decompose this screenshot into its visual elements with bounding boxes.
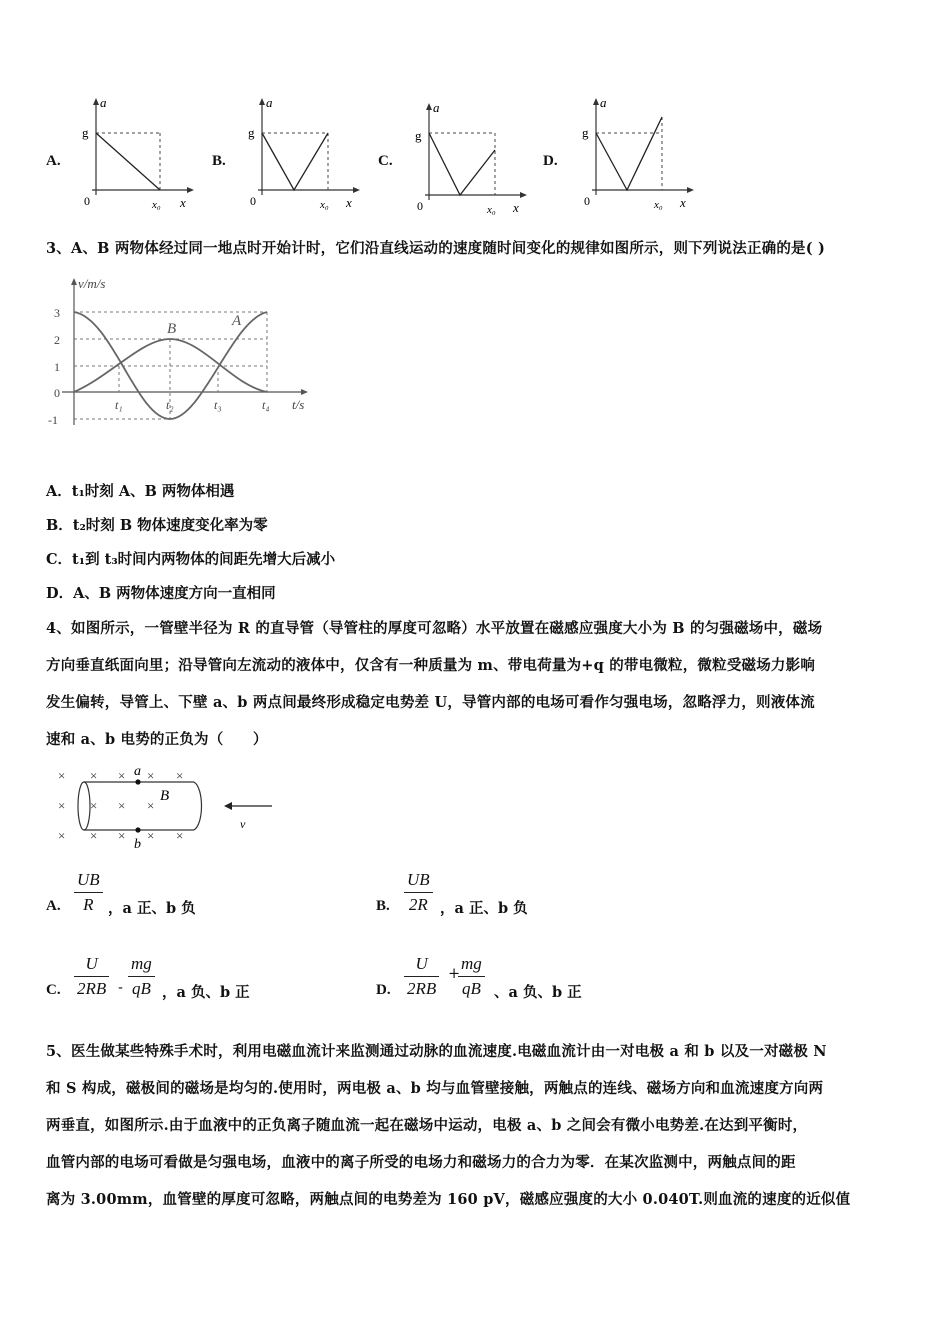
q2-graph-c xyxy=(405,100,530,220)
x0-label: x₀ xyxy=(320,199,329,211)
q3-choice-b[interactable]: B．t₂时刻 B 物体速度变化率为零 xyxy=(46,517,268,534)
origin-label: 0 xyxy=(417,199,423,213)
q3-choice-c[interactable]: C．t₁到 t₃时间内两物体的间距先增大后减小 xyxy=(46,551,336,568)
y-tick-1: 1 xyxy=(54,360,60,374)
numerator: mg xyxy=(131,954,152,973)
numerator: UB xyxy=(407,870,430,889)
g-label: g xyxy=(248,125,255,140)
q3-velocity-graph xyxy=(42,270,322,435)
denominator: 2RB xyxy=(407,979,437,998)
cross-mark: × xyxy=(147,768,155,783)
q3-choice-d[interactable]: D．A、B 两物体速度方向一直相同 xyxy=(46,585,276,602)
origin-label: 0 xyxy=(250,194,256,208)
x-tick-t2: t₂ xyxy=(166,398,174,412)
q4-stem-line-2: 方向垂直纸面向里；沿导管向左流动的液体中，仅含有一种质量为 m、带电荷量为+q 的带电微粒，微粒受磁场力影响 xyxy=(46,657,816,674)
field-b-label: B xyxy=(160,788,170,804)
q4-option-c-label[interactable]: C. xyxy=(46,982,61,998)
cross-mark: × xyxy=(58,828,66,843)
q4-option-a-fraction xyxy=(74,870,103,915)
y-tick-2: 2 xyxy=(54,333,60,347)
x0-label: x₀ xyxy=(654,199,663,211)
x-axis-label: x xyxy=(513,200,519,215)
q3-stem: 3、A、B 两物体经过同一地点时开始计时，它们沿直线运动的速度随时间变化的规律如图所示，则下列说法正确的是( ) xyxy=(46,240,826,257)
cross-mark: × xyxy=(118,768,126,783)
q4-option-d-tail: 、a 负、b 正 xyxy=(494,984,582,1001)
q5-stem-line-5: 离为 3.00mm，血管壁的厚度可忽略，两触点间的电势差为 160 pV，磁感应强度的大小 0.040T.则血流的速度的近似值 xyxy=(46,1191,851,1208)
q5-stem-line-4: 血管内部的电场可看做是匀强电场，血液中的离子所受的电场力和磁场力的合力为零．在某次监测中，两触点间的距 xyxy=(46,1154,796,1171)
cross-mark: × xyxy=(58,798,66,813)
q2-options-row xyxy=(0,95,950,220)
cross-mark: × xyxy=(147,798,155,813)
q4-option-a-tail: ，a 正、b 负 xyxy=(108,900,196,917)
cross-mark: × xyxy=(90,798,98,813)
q4-option-b-tail: ，a 正、b 负 xyxy=(440,900,528,917)
y-axis-label: a xyxy=(600,95,607,110)
y-axis-label: a xyxy=(266,95,273,110)
q4-option-b-label[interactable]: B. xyxy=(376,898,390,914)
x-axis-label: x xyxy=(346,195,352,210)
x-tick-t3: t₃ xyxy=(214,398,222,412)
y-axis-label: a xyxy=(433,100,440,115)
x-tick-t4: t₄ xyxy=(262,398,270,412)
curve-b-label: B xyxy=(167,321,177,337)
x0-label: x₀ xyxy=(487,204,496,216)
origin-label: 0 xyxy=(584,194,590,208)
denominator: 2R xyxy=(408,895,428,914)
denominator: qB xyxy=(461,979,481,998)
y-axis-label: v/m/s xyxy=(78,276,106,291)
cross-mark: × xyxy=(118,798,126,813)
q5-stem-line-3: 两垂直，如图所示.由于血液中的正负离子随血流一起在磁场中运动，电极 a、b 之间会有微小电势差.在达到平衡时， xyxy=(46,1117,808,1134)
q2-option-a-label[interactable]: A. xyxy=(46,153,61,169)
g-label: g xyxy=(582,125,589,140)
origin-label: 0 xyxy=(84,194,90,208)
q4-option-c-tail: ，a 负、b 正 xyxy=(162,984,250,1001)
q2-graph-d xyxy=(572,95,697,215)
q4-option-c-fraction-2 xyxy=(128,954,155,999)
y-tick-3: 3 xyxy=(54,306,60,320)
point-a-label: a xyxy=(134,764,141,779)
cross-mark: × xyxy=(90,828,98,843)
numerator: U xyxy=(85,954,98,973)
q4-option-d-fraction-2 xyxy=(458,954,485,999)
denominator: R xyxy=(83,895,94,914)
cross-mark: × xyxy=(58,768,66,783)
x0-label: x₀ xyxy=(152,199,161,211)
q3-choice-a[interactable]: A．t₁时刻 A、B 两物体相遇 xyxy=(46,483,235,500)
q4-stem-line-4: 速和 a、b 电势的正负为（ ） xyxy=(46,731,268,748)
y-tick-0: 0 xyxy=(54,386,60,400)
q4-option-c-operator: - xyxy=(118,980,123,996)
cross-mark: × xyxy=(176,828,184,843)
numerator: mg xyxy=(461,954,482,973)
point-b-label: b xyxy=(134,837,141,852)
q2-graph-a xyxy=(72,95,197,215)
cross-mark: × xyxy=(176,768,184,783)
q2-option-d-label[interactable]: D. xyxy=(543,153,558,169)
denominator: 2RB xyxy=(77,979,107,998)
q2-option-b-label[interactable]: B. xyxy=(212,153,226,169)
velocity-label: v xyxy=(240,817,246,831)
q4-option-c-fraction-1 xyxy=(74,954,109,999)
curve-a-label: A xyxy=(232,313,242,329)
cross-mark: × xyxy=(90,768,98,783)
numerator: U xyxy=(415,954,428,973)
y-axis-label: a xyxy=(100,95,107,110)
denominator: qB xyxy=(131,979,151,998)
y-tick-neg1: -1 xyxy=(48,413,58,427)
q4-option-d-label[interactable]: D. xyxy=(376,982,391,998)
q2-option-c-label[interactable]: C. xyxy=(378,153,393,169)
q4-option-d-operator: + xyxy=(448,966,461,982)
cross-mark: × xyxy=(118,828,126,843)
q5-stem-line-2: 和 S 构成，磁极间的磁场是均匀的.使用时，两电极 a、b 均与血管壁接触，两触点的连线、磁场方向和血流速度方向两 xyxy=(46,1080,824,1097)
q4-stem-line-1: 4、如图所示，一管壁半径为 R 的直导管（导管柱的厚度可忽略）水平放置在磁感应强度大小为 B 的匀强磁场中，磁场 xyxy=(46,620,823,637)
q4-stem-line-3: 发生偏转，导管上、下壁 a、b 两点间最终形成稳定电势差 U，导管内部的电场可看作匀强电场，忽略浮力，则液体流 xyxy=(46,694,815,711)
q5-stem-line-1: 5、医生做某些特殊手术时，利用电磁血流计来监测通过动脉的血流速度.电磁血流计由一对电极 a 和 b 以及一对磁极 N xyxy=(46,1043,827,1060)
numerator: UB xyxy=(77,870,100,889)
x-axis-label: t/s xyxy=(292,397,305,412)
q4-pipe-figure xyxy=(52,762,292,852)
cross-mark: × xyxy=(147,828,155,843)
x-axis-label: x xyxy=(680,195,686,210)
q2-graph-b xyxy=(238,95,363,215)
g-label: g xyxy=(415,128,422,143)
q4-option-b-fraction xyxy=(404,870,433,915)
x-axis-label: x xyxy=(180,195,186,210)
q4-option-d-fraction-1 xyxy=(404,954,439,999)
q4-option-a-label[interactable]: A. xyxy=(46,898,61,914)
g-label: g xyxy=(82,125,89,140)
x-tick-t1: t₁ xyxy=(115,398,123,412)
